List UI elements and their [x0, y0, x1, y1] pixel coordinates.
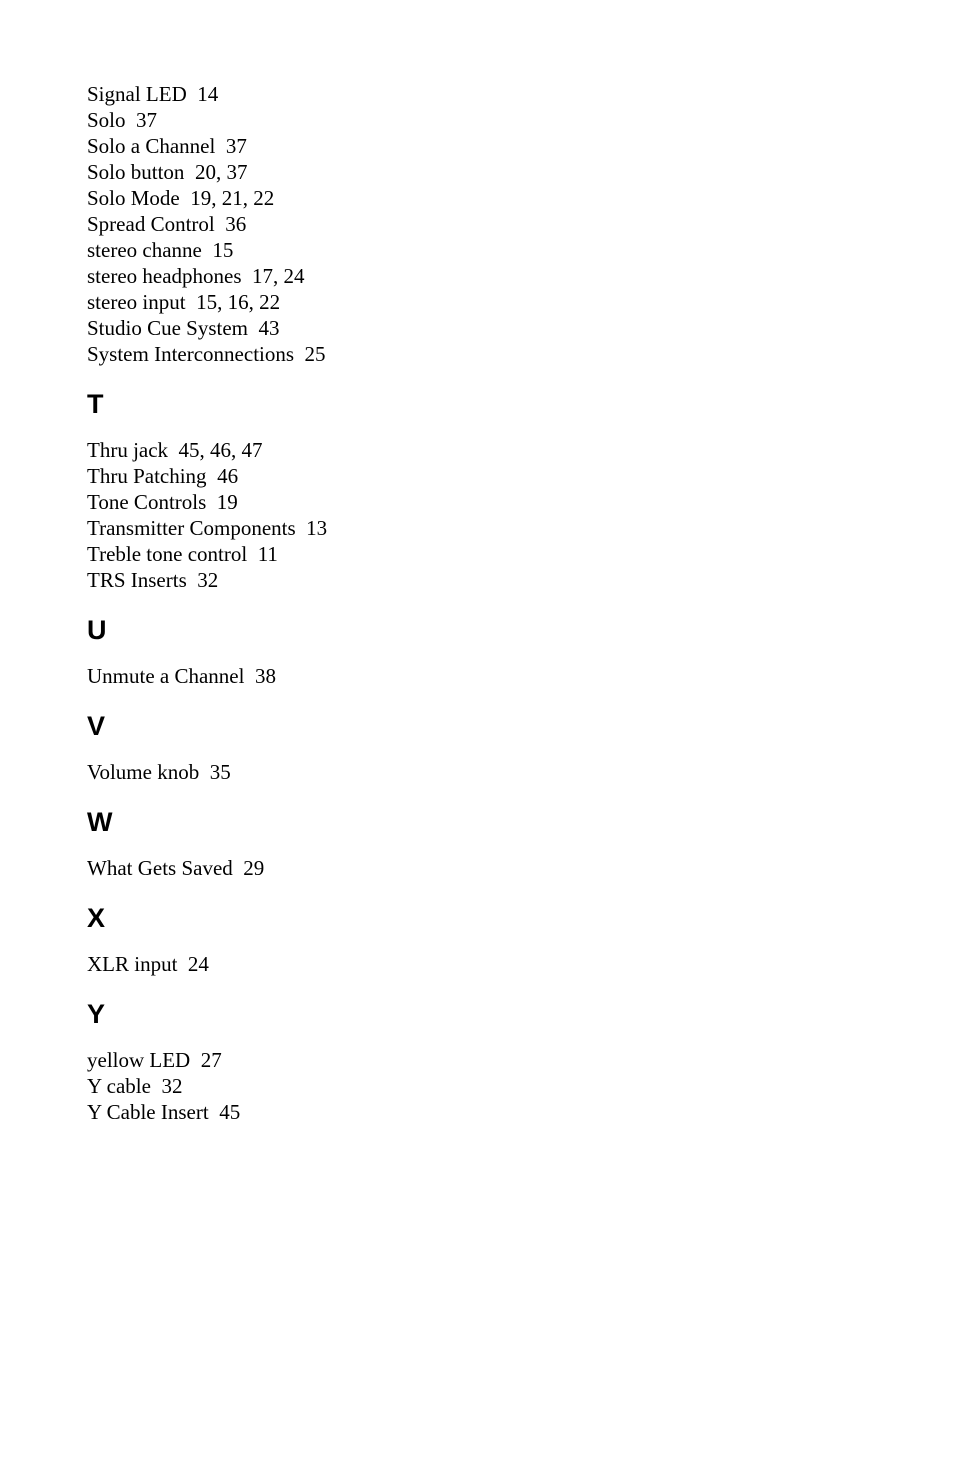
index-page-numbers: 14 [197, 82, 219, 106]
index-entry [87, 489, 887, 515]
index-term: Tone Controls [87, 490, 207, 514]
index-page-numbers: 45, 46, 47 [178, 438, 263, 462]
index-page-numbers: 29 [243, 856, 265, 880]
index-term: Unmute a Channel [87, 664, 245, 688]
index-entry [87, 1099, 887, 1125]
index-term: Studio Cue System [87, 316, 249, 340]
index-term: Volume knob [87, 760, 200, 784]
index-entry [87, 159, 887, 185]
index-term: Solo button [87, 160, 185, 184]
index-page-numbers: 36 [225, 212, 247, 236]
index-entry [87, 759, 887, 785]
section-letter-heading: X [87, 903, 106, 933]
index-page-numbers: 37 [136, 108, 158, 132]
index-page-numbers: 35 [209, 760, 231, 784]
index-section [87, 807, 887, 881]
section-letter-heading: Y [87, 999, 106, 1029]
index-entry [87, 263, 887, 289]
index-term: Solo a Channel [87, 134, 216, 158]
index-section [87, 999, 887, 1125]
index-entry [87, 1073, 887, 1099]
index-term: Thru jack [87, 438, 169, 462]
index-page-numbers: 15, 16, 22 [196, 290, 281, 314]
index-term: Y cable [87, 1074, 151, 1098]
index-entry [87, 515, 887, 541]
index-page-numbers: 11 [257, 542, 278, 566]
index-term: yellow LED [87, 1048, 191, 1072]
index-entry [87, 463, 887, 489]
index-term: Solo [87, 108, 126, 132]
index-entry [87, 567, 887, 593]
index-term: TRS Inserts [87, 568, 187, 592]
index-page-numbers: 20, 37 [194, 160, 248, 184]
index-entry [87, 663, 887, 689]
index-entry [87, 437, 887, 463]
index-term: Y Cable Insert [87, 1100, 209, 1124]
index-entry [87, 951, 887, 977]
index-term: What Gets Saved [87, 856, 233, 880]
index-section [87, 389, 887, 593]
index-page-numbers: 32 [161, 1074, 183, 1098]
index-term: Treble tone control [87, 542, 248, 566]
index-page-numbers: 17, 24 [252, 264, 305, 288]
index-section [87, 81, 887, 367]
index-term: Thru Patching [87, 464, 207, 488]
index-page-numbers: 38 [254, 664, 276, 688]
index-page-numbers: 32 [197, 568, 219, 592]
index-entry [87, 133, 887, 159]
index-term: System Interconnections [87, 342, 295, 366]
section-letter-heading: U [87, 615, 107, 645]
index-entry [87, 315, 887, 341]
index-page-numbers: 13 [306, 516, 328, 540]
index-term: Transmitter Components [87, 516, 296, 540]
index-entry [87, 237, 887, 263]
index-page [87, 81, 887, 1125]
index-entry [87, 185, 887, 211]
index-term: Solo Mode [87, 186, 180, 210]
index-page-numbers: 25 [304, 342, 326, 366]
index-entry [87, 107, 887, 133]
index-entry [87, 81, 887, 107]
index-entry [87, 211, 887, 237]
index-page-numbers: 19, 21, 22 [190, 186, 275, 210]
index-term: stereo channe [87, 238, 202, 262]
index-entry [87, 341, 887, 367]
index-page-numbers: 15 [212, 238, 234, 262]
index-page-numbers: 45 [219, 1100, 241, 1124]
index-term: Spread Control [87, 212, 215, 236]
index-page-numbers: 37 [225, 134, 247, 158]
index-term: stereo headphones [87, 264, 242, 288]
index-term: Signal LED [87, 82, 187, 106]
index-term: XLR input [87, 952, 178, 976]
index-page-numbers: 24 [187, 952, 209, 976]
section-letter-heading: T [87, 389, 104, 419]
index-page-numbers: 19 [216, 490, 238, 514]
section-letter-heading: W [87, 807, 113, 837]
index-term: stereo input [87, 290, 186, 314]
index-page-numbers: 27 [200, 1048, 222, 1072]
index-entry [87, 1047, 887, 1073]
index-section [87, 903, 887, 977]
index-page-numbers: 46 [217, 464, 239, 488]
index-page-numbers: 43 [258, 316, 280, 340]
index-section [87, 711, 887, 785]
index-section [87, 615, 887, 689]
section-letter-heading: V [87, 711, 106, 741]
index-entry [87, 855, 887, 881]
index-entry [87, 289, 887, 315]
index-entry [87, 541, 887, 567]
